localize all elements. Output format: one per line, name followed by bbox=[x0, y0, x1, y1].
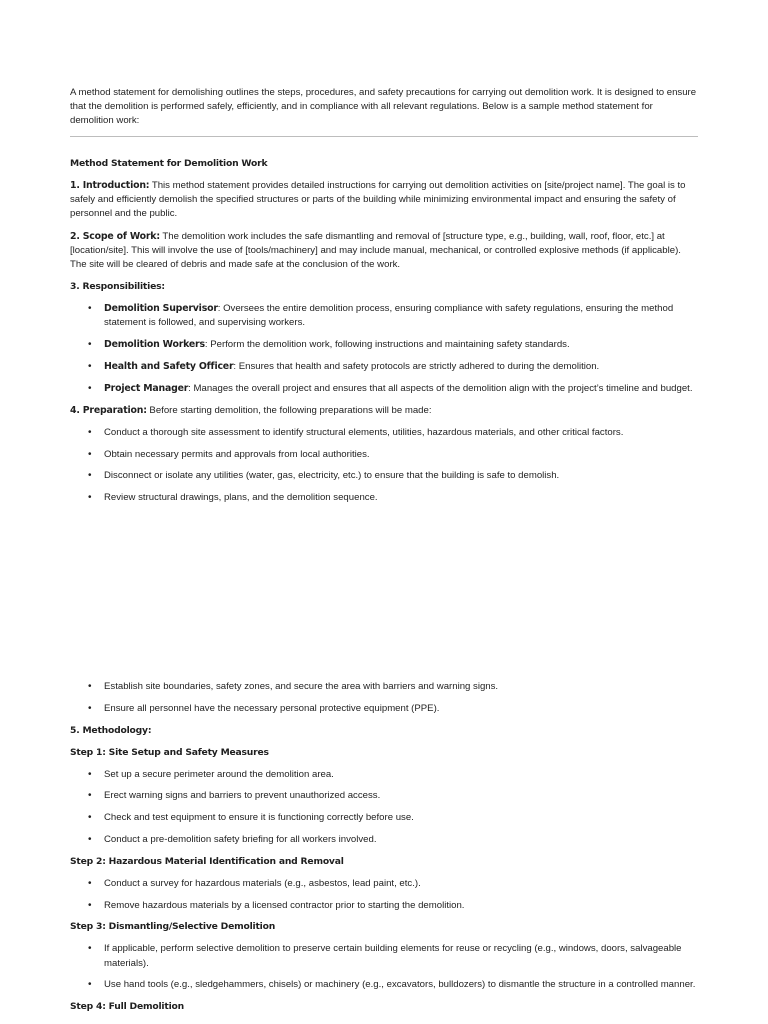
list-item: • Conduct a thorough site assessment to identify structural elements, utilities, hazardous materials, and other critical factors. bbox=[70, 426, 698, 440]
introduction-paragraph bbox=[70, 179, 698, 222]
step1-list bbox=[70, 768, 698, 848]
list-item: • Obtain necessary permits and approvals from local authorities. bbox=[70, 448, 698, 462]
list-item: • Review structural drawings, plans, and the demolition sequence. bbox=[70, 491, 698, 505]
list-item bbox=[70, 382, 698, 396]
document-title: Method Statement for Demolition Work bbox=[70, 158, 268, 169]
section-block-bottom bbox=[70, 680, 698, 1014]
introduction-label: 1. Introduction: bbox=[70, 180, 150, 191]
list-item: • Ensure all personnel have the necessary personal protective equipment (PPE). bbox=[70, 702, 698, 716]
preparation-text: Before starting demolition, the following preparations will be made: bbox=[146, 404, 432, 416]
preparation-label: 4. Preparation: bbox=[70, 404, 147, 416]
preparation-paragraph bbox=[70, 404, 698, 418]
horizontal-divider bbox=[70, 136, 698, 137]
role-term: Demolition Supervisor bbox=[104, 303, 218, 315]
role-term: Health and Safety Officer bbox=[104, 361, 234, 373]
list-item: • Conduct a survey for hazardous materials (e.g., asbestos, lead paint, etc.). bbox=[70, 877, 698, 891]
step3-list bbox=[70, 942, 698, 992]
list-item bbox=[70, 302, 698, 330]
role-text: : Oversees the entire demolition process, ensuring compliance with safety regulations, ensuring the method statement is followed, and supervising workers. bbox=[104, 303, 674, 329]
list-item: • Remove hazardous materials by a licensed contractor prior to starting the demolition. bbox=[70, 899, 698, 913]
role-term: Demolition Workers bbox=[104, 339, 205, 351]
step1-heading: Step 1: Site Setup and Safety Measures bbox=[70, 746, 269, 758]
scope-label: 2. Scope of Work: bbox=[70, 230, 160, 242]
list-item: • Disconnect or isolate any utilities (water, gas, electricity, etc.) to ensure that the building is safe to demolish. bbox=[70, 469, 698, 483]
scope-text: The demolition work includes the safe dismantling and removal of [structure type, e.g., building, wall, roof, floor, etc.] at [location/site]. This will involve the use of [tools/machinery] and may include manual, mechanical, or controlled explosive methods (if applicable). The site will be cleared of debris and made safe at the conclusion of the work. bbox=[70, 230, 681, 271]
responsibilities-list bbox=[70, 302, 698, 396]
list-item bbox=[70, 360, 698, 374]
list-item: • Check and test equipment to ensure it is functioning correctly before use. bbox=[70, 811, 698, 825]
step2-heading: Step 2: Hazardous Material Identification and Removal bbox=[70, 855, 344, 867]
list-item: • Set up a secure perimeter around the demolition area. bbox=[70, 768, 698, 782]
list-item bbox=[70, 338, 698, 352]
scope-paragraph bbox=[70, 230, 698, 273]
role-text: : Perform the demolition work, following instructions and maintaining safety standards. bbox=[204, 339, 570, 351]
role-text: : Manages the overall project and ensures that all aspects of the demolition align with the project’s timeline and budget. bbox=[188, 382, 693, 394]
role-text: : Ensures that health and safety protocols are strictly adhered to during the demolition. bbox=[233, 361, 600, 373]
preparation-list bbox=[70, 426, 698, 506]
section-block-top bbox=[70, 157, 698, 513]
list-item: • If applicable, perform selective demolition to preserve certain building elements for reuse or recycling (e.g., windows, doors, salvageable materials). bbox=[70, 942, 698, 970]
step4-heading: Step 4: Full Demolition bbox=[70, 1001, 184, 1013]
responsibilities-heading: 3. Responsibilities: bbox=[70, 281, 165, 293]
intro-paragraph: A method statement for demolishing outlines the steps, procedures, and safety precautions for carrying out demolition work. It is designed to ensure that the demolition is performed safely, efficiently, and in compliance with all relevant regulations. Below is a sample method statement for demolition work: bbox=[70, 87, 697, 127]
role-term: Project Manager bbox=[104, 382, 189, 394]
step2-list bbox=[70, 877, 698, 913]
list-item: • Establish site boundaries, safety zones, and secure the area with barriers and warning signs. bbox=[70, 680, 698, 694]
step3-heading: Step 3: Dismantling/Selective Demolition bbox=[70, 921, 276, 933]
list-item: • Use hand tools (e.g., sledgehammers, chisels) or machinery (e.g., excavators, bulldozers) to dismantle the structure in a controlled manner. bbox=[70, 978, 698, 992]
list-item: • Erect warning signs and barriers to prevent unauthorized access. bbox=[70, 789, 698, 803]
preparation-list-continued bbox=[70, 680, 698, 716]
methodology-heading: 5. Methodology: bbox=[70, 724, 152, 736]
introduction-text: This method statement provides detailed instructions for carrying out demolition activities on [site/project name]. The goal is to safely and efficiently demolish the specified structures or parts of the building while minimizing environmental impact and ensuring the safety of personnel and the public. bbox=[70, 180, 686, 220]
list-item: • Conduct a pre-demolition safety briefing for all workers involved. bbox=[70, 833, 698, 847]
